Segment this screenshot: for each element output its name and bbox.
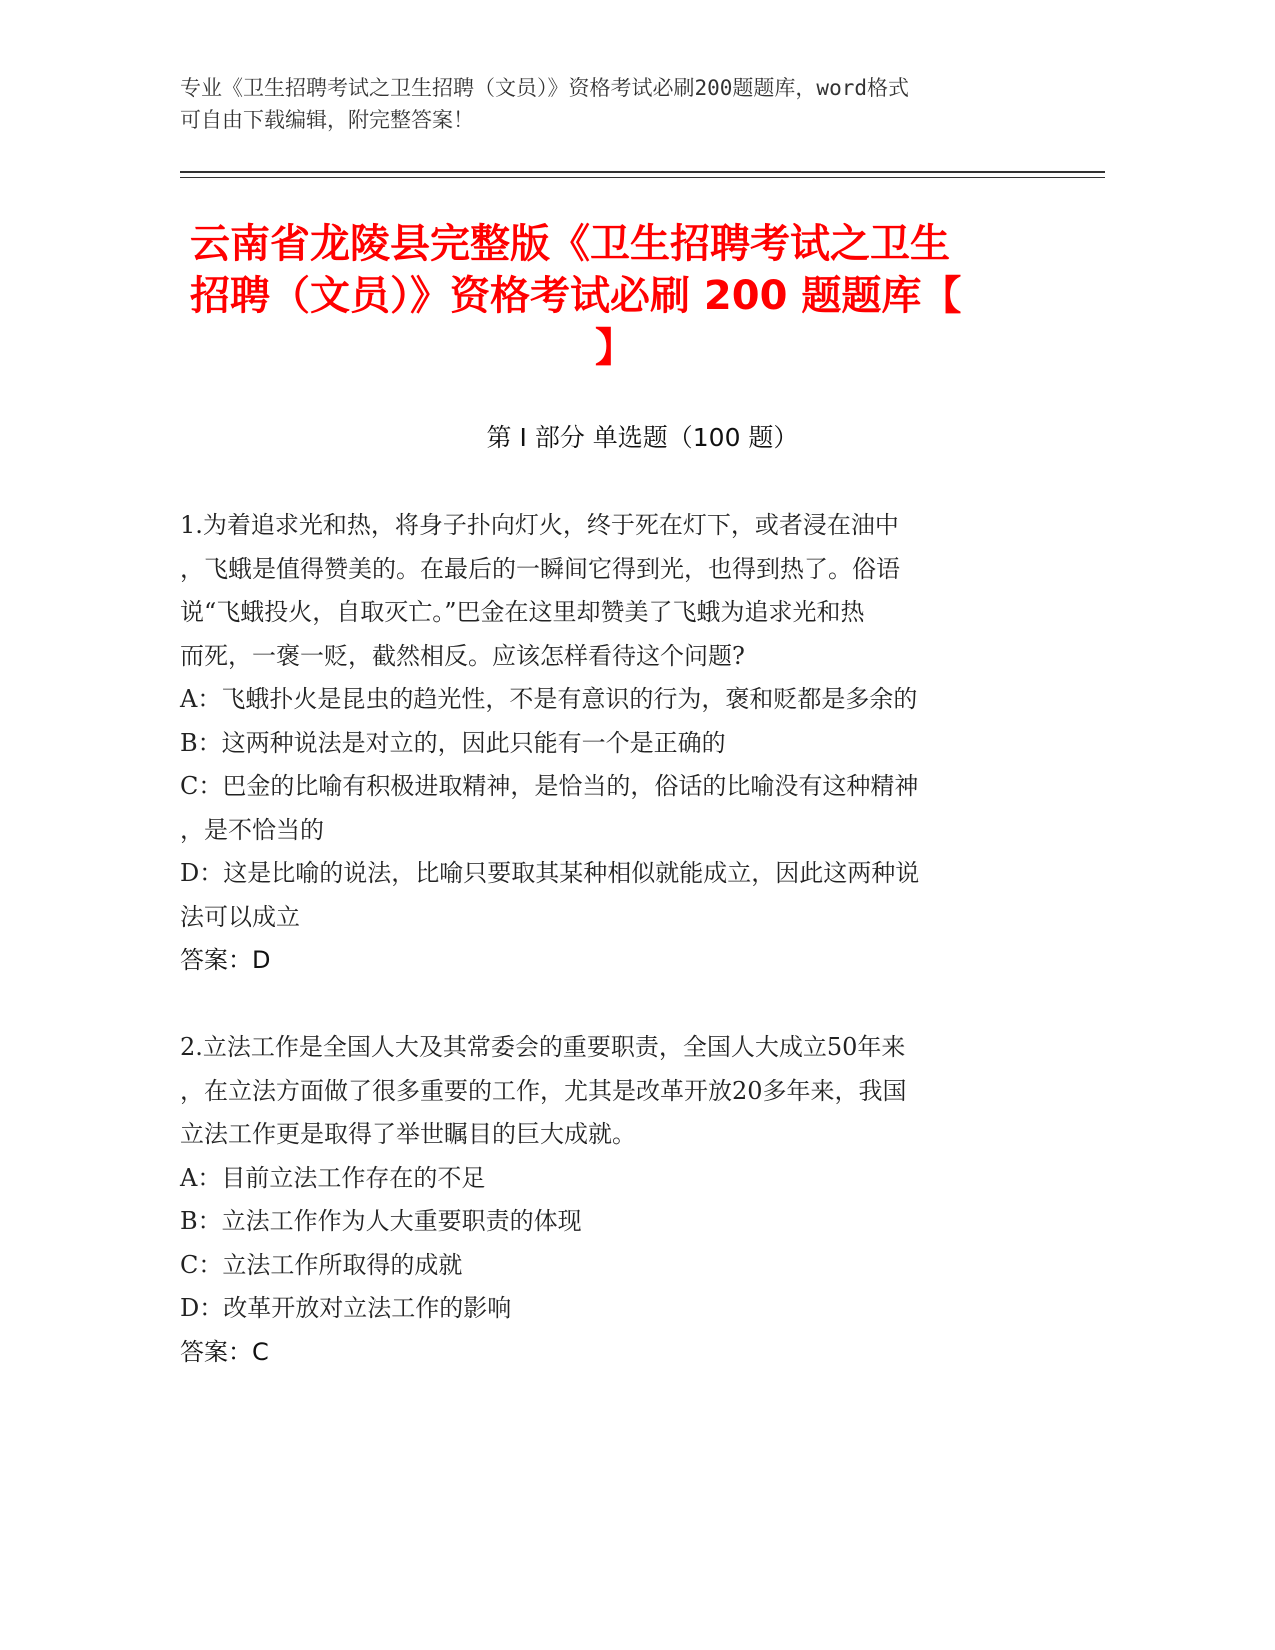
option-line: 法可以成立 <box>180 902 300 931</box>
question-stem-line: 2.立法工作是全国人大及其常委会的重要职责，全国人大成立50年来 <box>180 1033 906 1061</box>
header-note-line: 专业《卫生招聘考试之卫生招聘（文员）》资格考试必刷200题题库，word格式 <box>180 76 909 100</box>
question-stem-line: ，飞蛾是值得赞美的。在最后的一瞬间它得到光，也得到热了。俗语 <box>180 554 900 583</box>
option-d <box>180 1287 1040 1331</box>
question-stem-line: 说“飞蛾投火，自取灭亡。”巴金在这里却赞美了飞蛾为追求光和热 <box>180 598 865 626</box>
option-line: D：改革开放对立法工作的影响 <box>180 1294 512 1322</box>
answer: 答案：C <box>180 1337 269 1366</box>
question-stem-line: 而死，一褒一贬，截然相反。应该怎样看待这个问题? <box>180 641 745 670</box>
option-b <box>180 1200 1040 1244</box>
option-d <box>180 852 1040 939</box>
option-line: B：立法工作作为人大重要职责的体现 <box>180 1207 582 1235</box>
document-title-line: 】 <box>595 325 635 371</box>
question-2 <box>180 1026 1040 1374</box>
option-b <box>180 722 1040 766</box>
header-divider-thick <box>180 171 1105 173</box>
option-line: A：飞蛾扑火是昆虫的趋光性，不是有意识的行为，褒和贬都是多余的 <box>180 685 918 713</box>
question-stem <box>180 504 1040 678</box>
document-title-line: 云南省龙陵县完整版《卫生招聘考试之卫生 <box>190 221 950 267</box>
header-divider-thin <box>180 177 1105 178</box>
answer: 答案：D <box>180 946 271 974</box>
question-1 <box>180 504 1040 983</box>
question-stem-line: ，在立法方面做了很多重要的工作，尤其是改革开放20多年来，我国 <box>180 1076 907 1105</box>
option-line: D：这是比喻的说法，比喻只要取其某种相似就能成立，因此这两种说 <box>180 859 920 887</box>
option-a <box>180 1157 1040 1201</box>
question-stem-line: 立法工作更是取得了举世瞩目的巨大成就。 <box>180 1120 636 1148</box>
option-line: ，是不恰当的 <box>180 815 324 844</box>
document-title <box>190 218 1030 374</box>
option-c <box>180 1244 1040 1288</box>
question-stem <box>180 1026 1040 1157</box>
option-line: C：立法工作所取得的成就 <box>180 1250 463 1279</box>
option-c <box>180 765 1040 852</box>
option-a <box>180 678 1040 722</box>
question-stem-line: 1.为着追求光和热，将身子扑向灯火，终于死在灯下，或者浸在油中 <box>180 511 899 539</box>
document-title-line: 招聘（文员）》资格考试必刷 200 题题库【 <box>190 273 962 319</box>
option-line: C：巴金的比喻有积极进取精神，是恰当的，俗话的比喻没有这种精神 <box>180 772 919 800</box>
option-line: B：这两种说法是对立的，因此只能有一个是正确的 <box>180 728 726 757</box>
option-line: A：目前立法工作存在的不足 <box>180 1163 486 1192</box>
header-note-line: 可自由下载编辑，附完整答案！ <box>180 108 474 132</box>
header-note <box>180 72 1030 136</box>
section-title: 第 I 部分 单选题（100 题） <box>486 423 799 452</box>
